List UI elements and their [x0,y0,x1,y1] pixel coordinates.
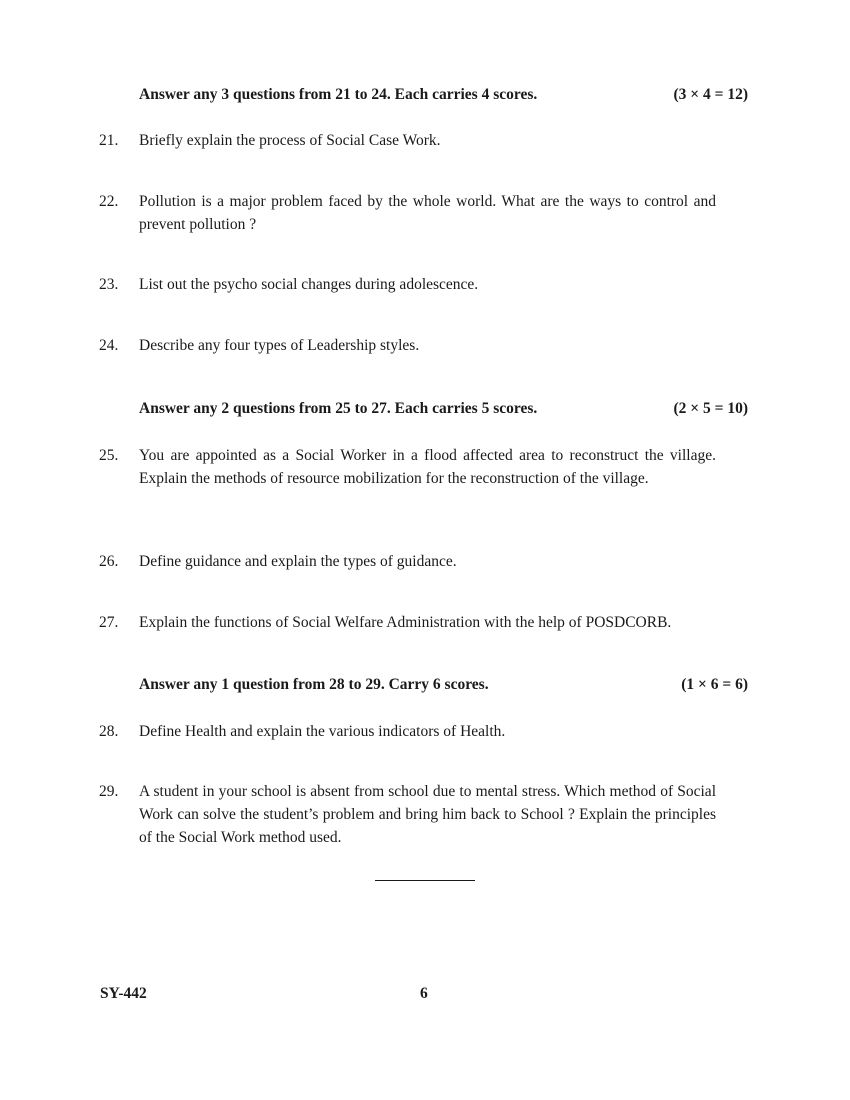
section-marks: (1 × 6 = 6) [681,676,748,693]
section-marks: (3 × 4 = 12) [673,86,748,103]
section-instruction: Answer any 1 question from 28 to 29. Carry 6 scores. [139,676,489,693]
question-text: List out the psycho social changes during adolescence. [139,276,479,293]
question-number: 21. [99,132,119,149]
question-text: Explain the functions of Social Welfare Administration with the help of POSDCORB. [139,614,672,631]
question-text: A student in your school is absent from school due to mental stress. Which method of Social Work can solve the student’s problem and bring him back to School ? Explain the principles of the Social Work method used. [139,783,716,846]
question-26 [99,550,716,573]
question-number: 28. [99,723,119,740]
question-text: You are appointed as a Social Worker in a flood affected area to reconstruct the village. Explain the methods of resource mobilization for the reconstruction of the village. [139,447,716,487]
question-number: 22. [99,193,119,210]
question-24 [99,334,716,357]
question-number: 27. [99,614,119,631]
section-instruction: Answer any 3 questions from 21 to 24. Each carries 4 scores. [139,86,538,103]
question-text: Pollution is a major problem faced by the whole world. What are the ways to control and prevent pollution ? [139,193,716,233]
question-29 [99,780,716,849]
page-number: 6 [420,985,428,1002]
question-number: 26. [99,553,119,570]
question-22 [99,190,716,236]
question-number: 29. [99,783,119,800]
question-number: 24. [99,337,119,354]
question-23 [99,273,716,296]
question-27 [99,611,716,634]
end-of-paper-rule [375,880,475,881]
section-instruction: Answer any 2 questions from 25 to 27. Each carries 5 scores. [139,400,538,417]
paper-code: SY-442 [100,985,147,1002]
question-text: Define Health and explain the various indicators of Health. [139,723,506,740]
question-text: Define guidance and explain the types of guidance. [139,553,457,570]
question-28 [99,720,716,743]
question-number: 25. [99,447,119,464]
question-25 [99,444,716,490]
question-number: 23. [99,276,119,293]
question-21 [99,129,716,152]
section-marks: (2 × 5 = 10) [673,400,748,417]
question-text: Briefly explain the process of Social Case Work. [139,132,441,149]
question-text: Describe any four types of Leadership styles. [139,337,420,354]
